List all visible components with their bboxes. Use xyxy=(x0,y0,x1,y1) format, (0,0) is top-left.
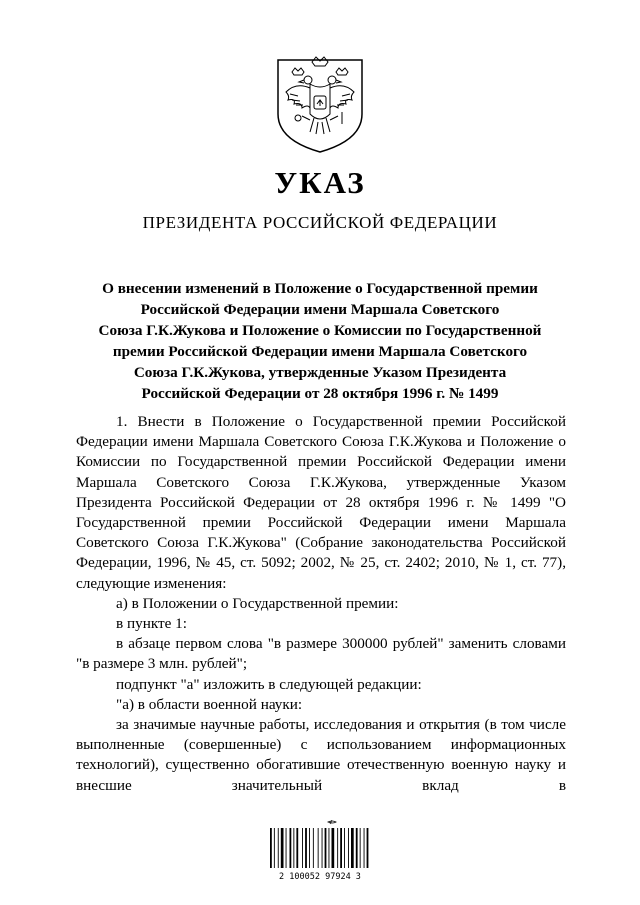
barcode-bar xyxy=(296,828,298,868)
barcode-bar xyxy=(274,828,275,868)
barcode-bar xyxy=(364,828,365,868)
subject-line: Российской Федерации от 28 октября 1996 г. № 1499 xyxy=(141,385,499,402)
barcode-bar xyxy=(302,828,303,868)
russian-coat-of-arms-icon xyxy=(272,52,368,154)
body-paragraph: а) в Положении о Государственной премии: xyxy=(116,594,399,612)
decree-body xyxy=(76,412,566,796)
body-paragraph: подпункт "а" изложить в следующей редакции: xyxy=(116,675,422,693)
barcode-bar xyxy=(322,828,323,868)
barcode-bar xyxy=(309,828,310,868)
subject-line: Союза Г.К.Жукова, утвержденные Указом Президента xyxy=(133,364,507,381)
barcode-bar xyxy=(351,828,354,868)
barcode-bar xyxy=(325,828,327,868)
barcode-bar xyxy=(305,828,307,868)
barcode-bar xyxy=(332,828,335,868)
barcode-bar xyxy=(278,828,279,868)
barcode-bar xyxy=(318,828,319,868)
barcode-bar xyxy=(290,828,292,868)
barcode-number: 2 100052 97924 3 xyxy=(279,872,361,882)
page-subtitle: ПРЕЗИДЕНТА РОССИЙСКОЙ ФЕДЕРАЦИИ xyxy=(142,213,498,232)
subject-line: О внесении изменений в Положение о Государственной премии xyxy=(102,280,538,297)
barcode-bar xyxy=(356,828,358,868)
body-paragraph: за значимые научные работы, исследования и открытия (в том числе выполненные (совершенные) с использованием информационных технологий), существенно обогатившие отечественную военную науку и внесшие значительный вклад в xyxy=(76,716,566,794)
subject-line: Союза Г.К.Жукова и Положение о Комиссии по Государственной xyxy=(98,322,542,339)
body-paragraph: "а) в области военной науки: xyxy=(116,695,303,713)
body-paragraph: 1. Внести в Положение о Государственной премии Российской Федерации имени Маршала Советского Союза Г.К.Жукова и Положение о Комиссии по Государственной премии Российской Федерации имени Маршала Советского Союза Г.К.Жукова, утвержденные Указом Президента Российской Федерации от 28 октября 1996 г. № 1499 "О Государственной премии Российской Федерации имени Маршала Советского Союза Г.К.Жукова" (Собрание законодательства Российской Федерации, 1996, № 45, ст. 5092; 2002, № 25, ст. 2402; 2010, № 1, ст. 77), следующие изменения: xyxy=(76,413,566,592)
barcode-bar xyxy=(270,828,272,868)
page-title: УКАЗ xyxy=(274,165,366,200)
barcode-bar xyxy=(360,828,361,868)
barcode-bar xyxy=(293,828,294,868)
barcode-bar xyxy=(344,828,345,868)
barcode-bar xyxy=(340,828,342,868)
body-paragraph: в пункте 1: xyxy=(116,615,187,633)
barcode-bar xyxy=(313,828,314,868)
barcode xyxy=(266,820,374,894)
barcode-bar xyxy=(337,828,338,868)
barcode-icon xyxy=(266,820,374,870)
body-paragraph: в абзаце первом слова "в размере 300000 рублей" заменить словами "в размере 3 млн. рублей"; xyxy=(76,635,566,673)
barcode-bar xyxy=(348,828,349,868)
subject-line: премии Российской Федерации имени Маршала Советского xyxy=(112,343,528,360)
barcode-bar xyxy=(367,828,369,868)
barcode-bar xyxy=(329,828,330,868)
barcode-bar xyxy=(286,828,287,868)
barcode-bar xyxy=(281,828,284,868)
decree-subject xyxy=(60,278,580,404)
subject-line: Российской Федерации имени Маршала Советского xyxy=(140,301,500,318)
